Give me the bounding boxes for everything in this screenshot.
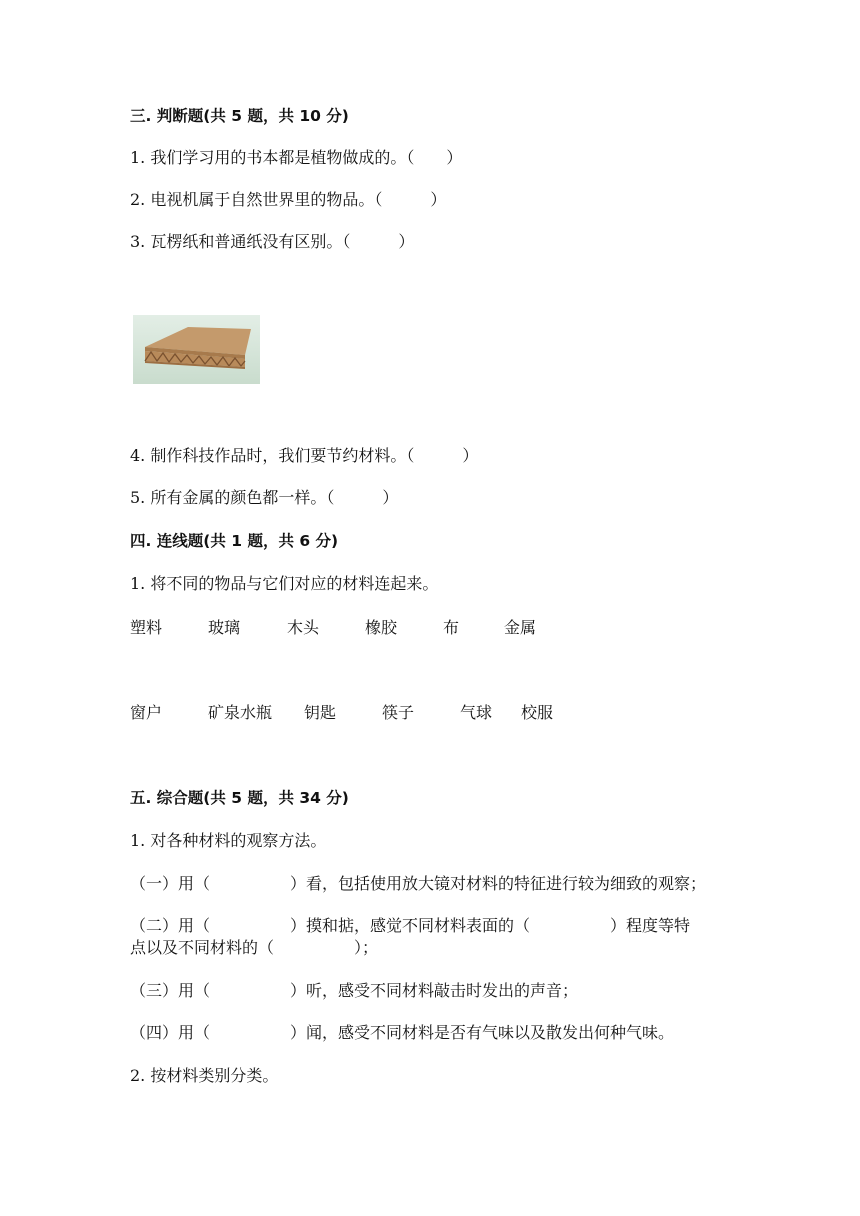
material-label: 布 <box>443 618 460 637</box>
corrugated-cardboard-image <box>133 315 260 384</box>
material-label: 木头 <box>287 618 320 637</box>
observation-item-4: （四）用（ ）闻，感受不同材料是否有气味以及散发出何种气味。 <box>130 1023 675 1042</box>
observation-item-2-cont: 点以及不同材料的（ ）； <box>130 938 379 957</box>
material-label: 橡胶 <box>365 618 398 637</box>
question-5-2: 2. 按材料类别分类。 <box>130 1066 279 1085</box>
object-label: 校服 <box>521 703 554 722</box>
object-label: 筷子 <box>382 703 415 722</box>
question-3-2: 2. 电视机属于自然世界里的物品。（ ） <box>130 190 447 209</box>
question-4-1: 1. 将不同的物品与它们对应的材料连起来。 <box>130 574 439 593</box>
question-3-5: 5. 所有金属的颜色都一样。（ ） <box>130 488 399 507</box>
section4-heading: 四. 连线题(共 1 题，共 6 分) <box>130 532 339 550</box>
section3-heading: 三. 判断题(共 5 题，共 10 分) <box>130 107 349 125</box>
observation-item-2: （二）用（ ）摸和掂，感觉不同材料表面的（ ）程度等特 <box>130 916 691 935</box>
object-label: 气球 <box>460 703 493 722</box>
question-3-1: 1. 我们学习用的书本都是植物做成的。（ ） <box>130 148 463 167</box>
material-label: 塑料 <box>130 618 163 637</box>
question-3-3: 3. 瓦楞纸和普通纸没有区别。（ ） <box>130 232 415 251</box>
object-label: 窗户 <box>130 703 163 722</box>
question-3-4: 4. 制作科技作品时，我们要节约材料。（ ） <box>130 446 479 465</box>
material-label: 金属 <box>504 618 537 637</box>
object-label: 矿泉水瓶 <box>208 703 273 722</box>
question-5-1: 1. 对各种材料的观察方法。 <box>130 831 327 850</box>
section5-heading: 五. 综合题(共 5 题，共 34 分) <box>130 789 349 807</box>
material-label: 玻璃 <box>208 618 241 637</box>
observation-item-1: （一）用（ ）看，包括使用放大镜对材料的特征进行较为细致的观察； <box>130 874 707 893</box>
object-label: 钥匙 <box>304 703 337 722</box>
observation-item-3: （三）用（ ）听，感受不同材料敲击时发出的声音； <box>130 981 579 1000</box>
